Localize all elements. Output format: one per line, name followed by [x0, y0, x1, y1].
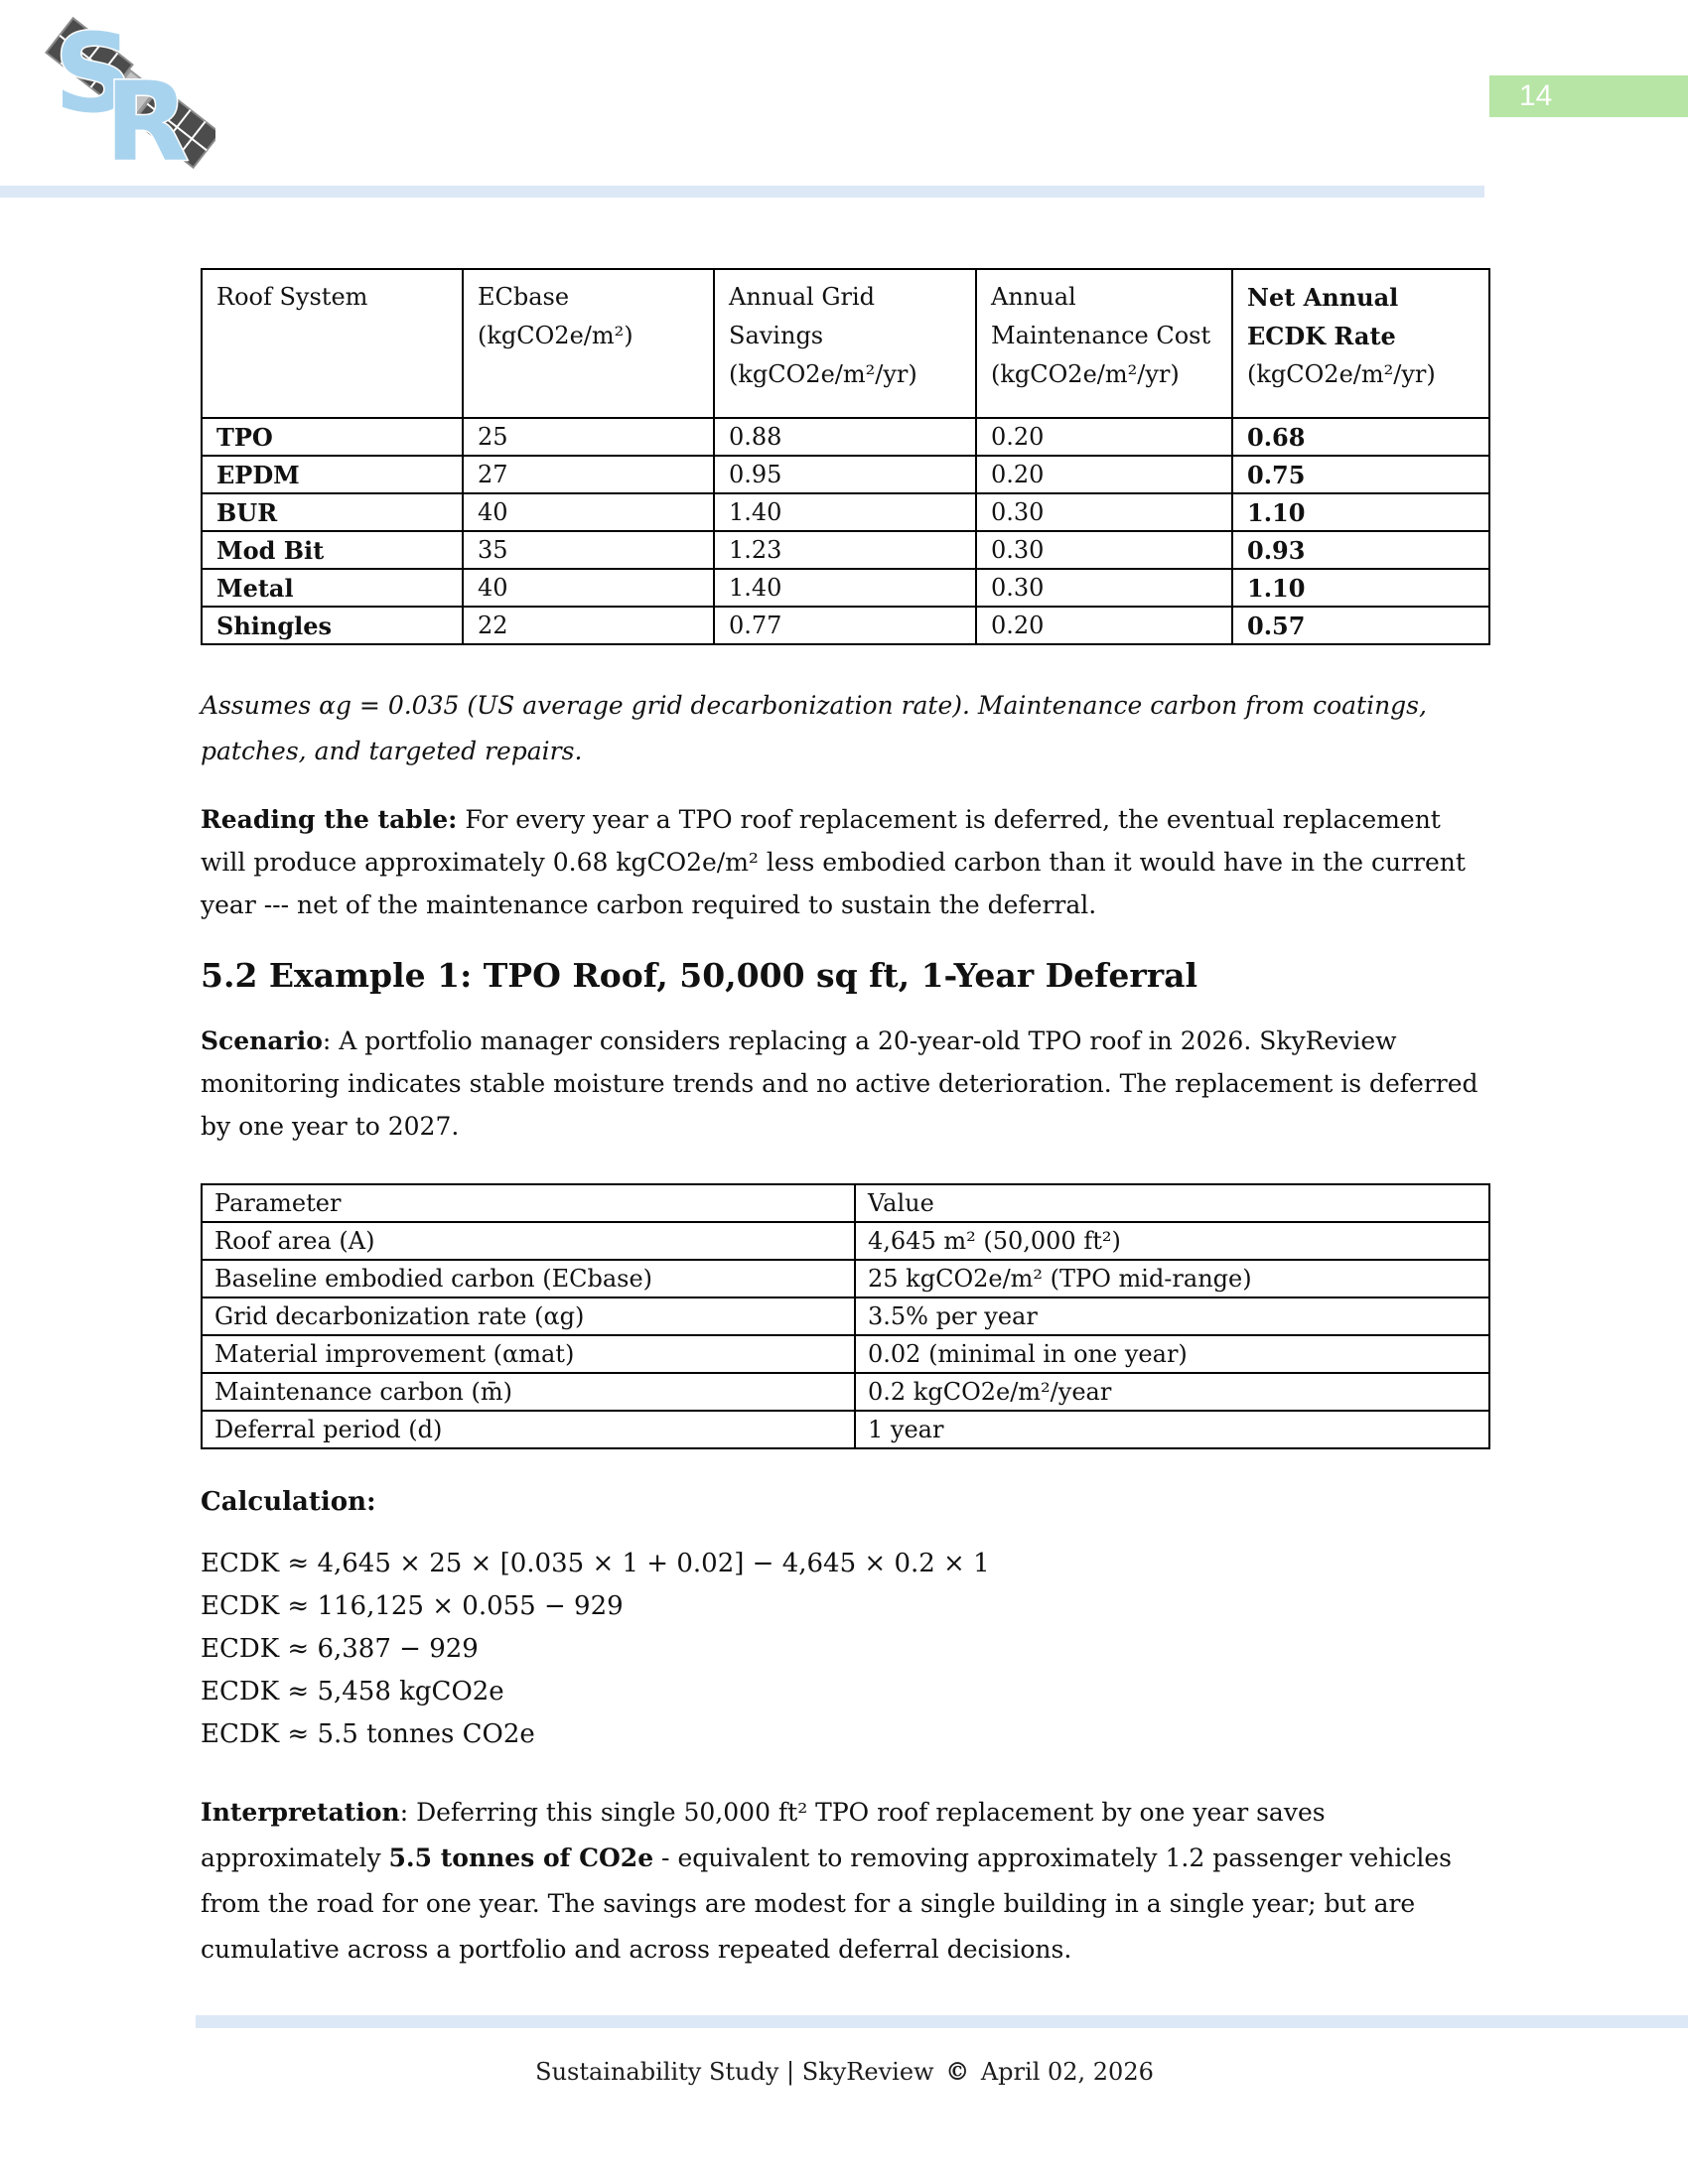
- footer-date: April 02, 2026: [980, 2058, 1154, 2086]
- cell-ecbase: 25: [463, 418, 714, 456]
- calculation-step: ECDK ≈ 4,645 × 25 × [0.035 × 1 + 0.02] − 4,645 × 0.2 × 1: [201, 1549, 990, 1578]
- cell-maint: 0.20: [976, 607, 1232, 644]
- logo-letter-s: S: [54, 10, 133, 137]
- cell-ecbase: 40: [463, 569, 714, 607]
- table-header-row: [202, 269, 1489, 418]
- logo-letter-r: R: [104, 59, 190, 170]
- interpretation-lead: Interpretation: [201, 1798, 400, 1827]
- cell-parameter: Maintenance carbon (m̄): [202, 1373, 855, 1411]
- header-ecbase: ECbase (kgCO2e/m²): [463, 269, 714, 418]
- cell-grid: 1.23: [714, 531, 976, 569]
- section-heading: 5.2 Example 1: TPO Roof, 50,000 sq ft, 1-Year Deferral: [201, 956, 1198, 995]
- table-row: [202, 1222, 1489, 1260]
- cell-ecdk: 0.93: [1232, 531, 1489, 569]
- table-row: [202, 456, 1489, 493]
- header-parameter: Parameter: [202, 1184, 855, 1222]
- table-row: [202, 1297, 1489, 1335]
- copyright-icon: ©: [945, 2057, 970, 2086]
- table-row: [202, 418, 1489, 456]
- header-roof-system: Roof System: [202, 269, 463, 418]
- content-area: [201, 268, 1488, 1973]
- cell-grid: 1.40: [714, 569, 976, 607]
- skyreview-logo: [32, 6, 215, 170]
- cell-ecdk: 1.10: [1232, 569, 1489, 607]
- parameter-table: [201, 1183, 1490, 1449]
- cell-ecdk: 0.75: [1232, 456, 1489, 493]
- cell-ecdk: 0.68: [1232, 418, 1489, 456]
- interpretation-bold: 5.5 tonnes of CO2e: [388, 1843, 654, 1872]
- footer: [201, 2057, 1488, 2086]
- cell-parameter: Material improvement (αmat): [202, 1335, 855, 1373]
- footer-accent-bar: [196, 2015, 1688, 2028]
- scenario-lead: Scenario: [201, 1026, 323, 1055]
- calculation-steps: [201, 1543, 1488, 1756]
- cell-ecdk: 0.57: [1232, 607, 1489, 644]
- cell-system: EPDM: [202, 456, 463, 493]
- reading-lead: Reading the table:: [201, 805, 458, 834]
- cell-maint: 0.20: [976, 456, 1232, 493]
- table-row: [202, 531, 1489, 569]
- cell-maint: 0.30: [976, 531, 1232, 569]
- cell-parameter: Roof area (A): [202, 1222, 855, 1260]
- cell-grid: 1.40: [714, 493, 976, 531]
- table-row: [202, 1260, 1489, 1297]
- header-value: Value: [855, 1184, 1489, 1222]
- cell-system: Shingles: [202, 607, 463, 644]
- cell-value: 0.2 kgCO2e/m²/year: [855, 1373, 1489, 1411]
- cell-maint: 0.30: [976, 493, 1232, 531]
- cell-system: Metal: [202, 569, 463, 607]
- calculation-step: ECDK ≈ 5.5 tonnes CO2e: [201, 1719, 535, 1749]
- calculation-step: ECDK ≈ 116,125 × 0.055 − 929: [201, 1591, 624, 1621]
- header-accent-bar: [0, 186, 1484, 198]
- cell-parameter: Baseline embodied carbon (ECbase): [202, 1260, 855, 1297]
- cell-grid: 0.88: [714, 418, 976, 456]
- cell-maint: 0.20: [976, 418, 1232, 456]
- cell-parameter: Grid decarbonization rate (αg): [202, 1297, 855, 1335]
- cell-value: 4,645 m² (50,000 ft²): [855, 1222, 1489, 1260]
- cell-ecbase: 40: [463, 493, 714, 531]
- assumption-note: Assumes αg = 0.035 (US average grid decarbonization rate). Maintenance carbon from coatings, patches, and targeted repairs.: [201, 691, 1427, 765]
- page-number-badge: [1489, 75, 1688, 117]
- reading-paragraph: [201, 798, 1488, 926]
- cell-value: 0.02 (minimal in one year): [855, 1335, 1489, 1373]
- header-maintenance-cost: Annual Maintenance Cost (kgCO2e/m²/yr): [976, 269, 1232, 418]
- cell-ecbase: 35: [463, 531, 714, 569]
- cell-grid: 0.77: [714, 607, 976, 644]
- cell-value: 1 year: [855, 1411, 1489, 1448]
- cell-ecbase: 22: [463, 607, 714, 644]
- page-number: 14: [1519, 79, 1553, 112]
- cell-system: BUR: [202, 493, 463, 531]
- satellite-icon: [32, 6, 215, 170]
- table-row: [202, 493, 1489, 531]
- table-row: [202, 1335, 1489, 1373]
- cell-ecbase: 27: [463, 456, 714, 493]
- interpretation-body2: - equivalent to removing approximately 1.2 passenger vehicles from the road for one year. The savings are modest for a single building in a single year; but are cumulative across a portfolio and across repeated deferral decisions.: [201, 1843, 1453, 1964]
- header-ecdk-rate: Net Annual ECDK Rate (kgCO2e/m²/yr): [1232, 269, 1489, 418]
- interpretation-body1: : Deferring this single 50,000 ft² TPO roof replacement by one year saves approximately: [201, 1798, 1326, 1872]
- footer-title: Sustainability Study | SkyReview: [535, 2058, 934, 2086]
- cell-ecdk: 1.10: [1232, 493, 1489, 531]
- header-grid-savings: Annual Grid Savings (kgCO2e/m²/yr): [714, 269, 976, 418]
- cell-grid: 0.95: [714, 456, 976, 493]
- calculation-step: ECDK ≈ 6,387 − 929: [201, 1634, 479, 1664]
- scenario-paragraph: [201, 1020, 1488, 1148]
- table-row: [202, 569, 1489, 607]
- interpretation-paragraph: [201, 1790, 1488, 1973]
- cell-parameter: Deferral period (d): [202, 1411, 855, 1448]
- calculation-label: Calculation:: [201, 1487, 376, 1517]
- table-row: [202, 1411, 1489, 1448]
- scenario-body: : A portfolio manager considers replacing a 20-year-old TPO roof in 2026. SkyReview monitoring indicates stable moisture trends and no active deterioration. The replacement is deferred by one year to 2027.: [201, 1026, 1478, 1141]
- cell-value: 3.5% per year: [855, 1297, 1489, 1335]
- calculation-step: ECDK ≈ 5,458 kgCO2e: [201, 1677, 504, 1706]
- table-row: [202, 1373, 1489, 1411]
- cell-value: 25 kgCO2e/m² (TPO mid-range): [855, 1260, 1489, 1297]
- table-row: [202, 607, 1489, 644]
- cell-system: TPO: [202, 418, 463, 456]
- cell-system: Mod Bit: [202, 531, 463, 569]
- roof-system-table: [201, 268, 1490, 645]
- cell-maint: 0.30: [976, 569, 1232, 607]
- table-header-row: [202, 1184, 1489, 1222]
- reading-body: For every year a TPO roof replacement is deferred, the eventual replacement will produce approximately 0.68 kgCO2e/m² less embodied carbon than it would have in the current year --- net of the maintenance carbon required to sustain the deferral.: [201, 805, 1466, 919]
